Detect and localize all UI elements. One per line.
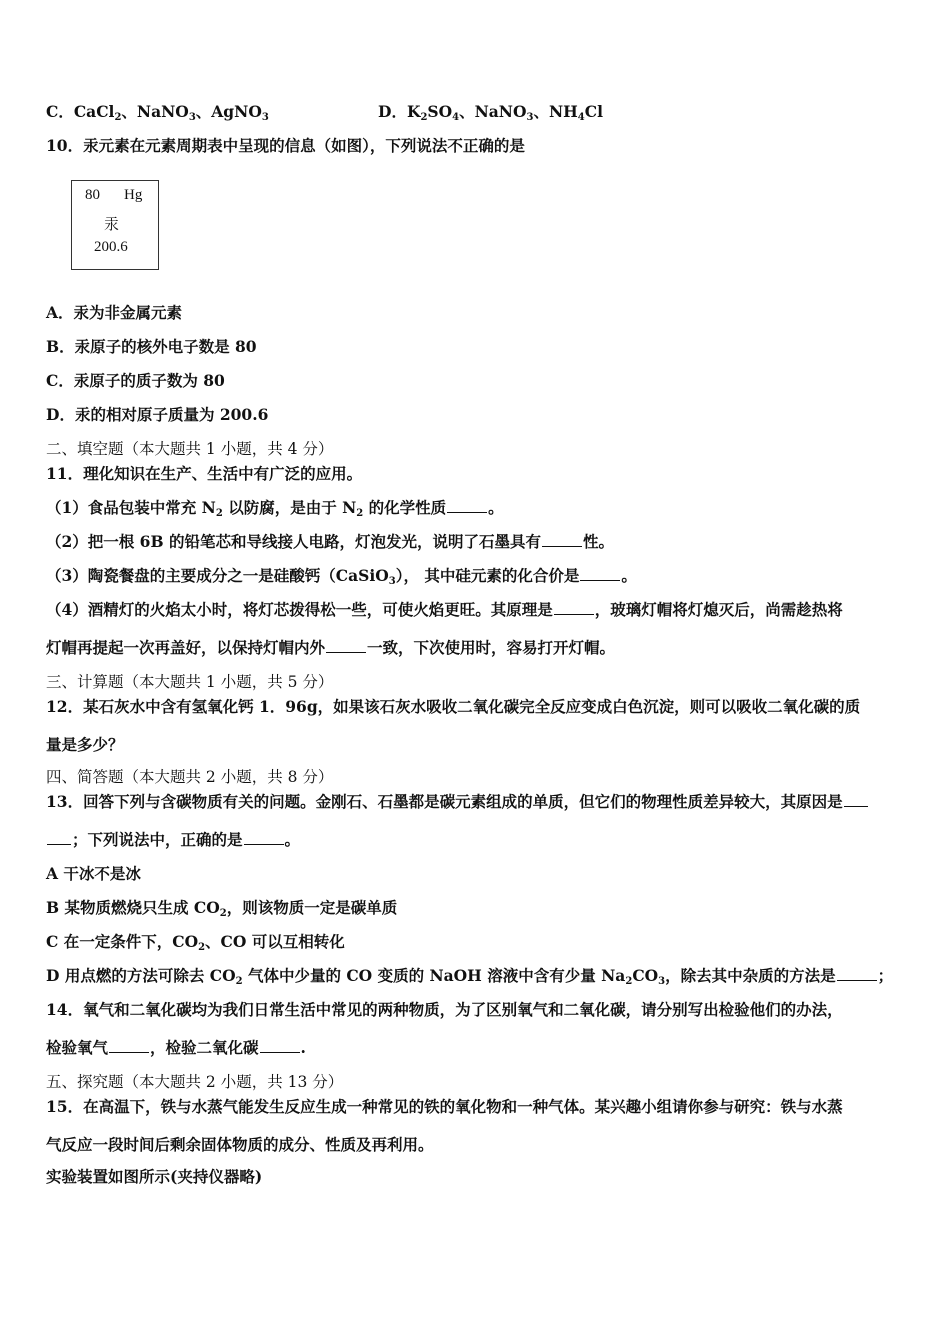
section-heading-calculation: 三、计算题（本大题共 1 小题，共 5 分） <box>46 673 334 691</box>
q15-line2: 气反应一段时间后剩余固体物质的成分、性质及再利用。 <box>46 1135 434 1154</box>
q10-stem: 10．汞元素在元素周期表中呈现的信息（如图），下列说法不正确的是 <box>46 136 525 155</box>
periodic-element-box <box>71 180 159 270</box>
answer-blank[interactable] <box>260 1038 300 1053</box>
q14-line2: 检验氧气 ，检验二氧化碳 . <box>46 1038 306 1057</box>
answer-blank[interactable] <box>326 638 366 653</box>
section-heading-fill-in: 二、填空题（本大题共 1 小题，共 4 分） <box>46 440 334 458</box>
q10-option-a: A．汞为非金属元素 <box>46 303 183 322</box>
q11-part3: （3）陶瓷餐盘的主要成分之一是硅酸钙（CaSiO$_3$）， 其中硅元素的化合价是 。 <box>46 566 637 587</box>
q10-option-b: B．汞原子的核外电子数是 80 <box>46 337 257 356</box>
q11-stem: 11．理化知识在生产、生活中有广泛的应用。 <box>46 464 363 483</box>
q13-option-a: A 干冰不是冰 <box>46 864 141 883</box>
q11-part4-line1: （4）酒精灯的火焰太小时，将灯芯拨得松一些，可使火焰更旺。其原理是 ，玻璃灯帽将灯熄灭后，尚需趁热将 <box>46 600 843 619</box>
q15-line3: 实验装置如图所示(夹持仪器略) <box>46 1167 263 1186</box>
answer-blank[interactable] <box>580 566 620 581</box>
atomic-mass: 200.6 <box>94 239 128 255</box>
q9-option-c: C．CaCl$_2$、NaNO$_3$、AgNO$_3$ <box>46 102 269 123</box>
q14-line1: 14．氧气和二氧化碳均为我们日常生活中常见的两种物质，为了区别氧气和二氧化碳，请分别写出检验他们的办法， <box>46 1000 843 1019</box>
q13-option-b: B 某物质燃烧只生成 $CO_2$，则该物质一定是碳单质 <box>46 898 398 919</box>
section-heading-short-answer: 四、简答题（本大题共 2 小题，共 8 分） <box>46 768 334 786</box>
answer-blank[interactable] <box>109 1038 149 1053</box>
answer-blank[interactable] <box>837 966 877 981</box>
q10-option-d: D．汞的相对原子质量为 200.6 <box>46 405 269 424</box>
q11-part1: （1）食品包装中常充 $N_2$ 以防腐，是由于 $N_2$ 的化学性质 。 <box>46 498 504 519</box>
answer-blank[interactable] <box>542 532 582 547</box>
answer-blank[interactable] <box>844 792 868 807</box>
q13-line1: 13．回答下列与含碳物质有关的问题。金刚石、石墨都是碳元素组成的单质，但它们的物理性质差异较大，其原因是 <box>46 792 869 812</box>
section-heading-inquiry: 五、探究题（本大题共 2 小题，共 13 分） <box>46 1073 344 1091</box>
answer-blank[interactable] <box>447 498 487 513</box>
answer-blank[interactable] <box>554 600 594 615</box>
atomic-number: 80 <box>85 187 100 203</box>
q9-options <box>46 102 603 123</box>
q12-line2: 量是多少？ <box>46 735 124 754</box>
q9-option-d: D．$K_2SO_4$、NaNO$_3$、$NH_4Cl$ <box>378 102 603 123</box>
q13-line2: ；下列说法中，正确的是 。 <box>46 830 300 850</box>
answer-blank[interactable] <box>47 830 71 845</box>
q13-option-d: D 用点燃的方法可除去 $CO_2$ 气体中少量的 CO 变质的 NaOH 溶液中含有少量 $Na_2CO_3$，除去其中杂质的方法是 ； <box>46 966 894 987</box>
q13-option-c: C 在一定条件下，$CO_2$、CO 可以互相转化 <box>46 932 345 953</box>
q15-line1: 15．在高温下，铁与水蒸气能发生反应生成一种常见的铁的氧化物和一种气体。某兴趣小组请你参与研究：铁与水蒸 <box>46 1097 843 1116</box>
answer-blank[interactable] <box>244 830 284 845</box>
element-name: 汞 <box>104 217 120 233</box>
q10-option-c: C．汞原子的质子数为 80 <box>46 371 225 390</box>
element-symbol: Hg <box>124 187 143 203</box>
q11-part2: （2）把一根 6B 的铅笔芯和导线接人电路，灯泡发光，说明了石墨具有 性。 <box>46 532 614 551</box>
q11-part4-line2: 灯帽再提起一次再盖好，以保持灯帽内外 一致，下次使用时，容易打开灯帽。 <box>46 638 616 657</box>
q12-line1: 12．某石灰水中含有氢氧化钙 1．96g，如果该石灰水吸收二氧化碳完全反应变成白色沉淀，则可以吸收二氧化碳的质 <box>46 697 861 716</box>
